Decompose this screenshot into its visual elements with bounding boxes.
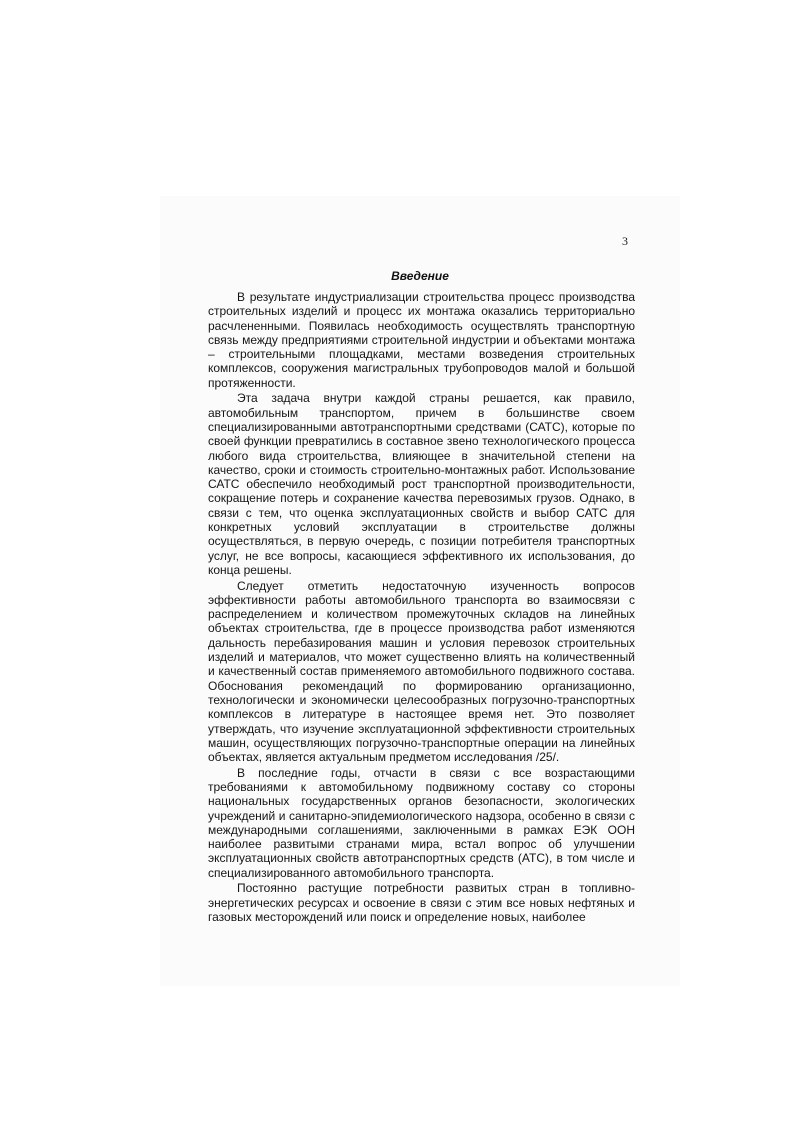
paragraph-4: В последние годы, отчасти в связи с все возрастающими требованиями к автомобильному подвижному составу со стороны национальных государственных органов безопасности, экологических учреждений и санитарно-эпидемиологического надзора, особенно в связи с международными соглашениями, заключенными в рамках ЕЭК ООН наиболее развитыми странами мира, встал вопрос об улучшении эксплуатационных свойств автотранспортных средств (АТС), в том числе и специализированного автомобильного транспорта. <box>208 765 635 880</box>
page-number: 3 <box>622 234 628 248</box>
paragraph-3: Следует отметить недостаточную изученность вопросов эффективности работы автомобильного транспорта во взаимосвязи с распределением и количеством промежуточных складов на линейных объектах строительства, где в процессе производства работ изменяются дальность перебазирования машин и условия перевозок строительных изделий и материалов, что может существенно влиять на количественный и качественный состав применяемого автомобильного подвижного состава. Обоснования рекомендаций по формированию организационно, технологически и экономически целесообразных погрузочно-транспортных комплексов в литературе в настоящее время нет. Это позволяет утверждать, что изучение эксплуатационной эффективности строительных машин, осуществляющих погрузочно-транспортные операции на линейных объектах, является актуальным предметом исследования /25/. <box>208 578 635 765</box>
body-text <box>208 290 635 926</box>
paragraph-5: Постоянно растущие потребности развитых стран в топливно-энергетических ресурсах и освоение в связи с этим все новых нефтяных и газовых месторождений или поиск и определение новых, наиболее <box>208 881 635 924</box>
paragraph-1: В результате индустриализации строительства процесс производства строительных изделий и процесс их монтажа оказались территориально расчлененными. Появилась необходимость осуществлять транспортную связь между предприятиями строительной индустрии и объектами монтажа – строительными площадками, местами возведения строительных комплексов, сооружения магистральных трубопроводов малой и большой протяженности. <box>208 290 635 390</box>
paragraph-2: Эта задача внутри каждой страны решается, как правило, автомобильным транспортом, причем в большинстве своем специализированными автотранспортными средствами (САТС), которые по своей функции превратились в составное звено технологического процесса любого вида строительства, влияющее в значительной степени на качество, сроки и стоимость строительно-монтажных работ. Использование САТС обеспечило необходимый рост транспортной производительности, сокращение потерь и сохранение качества перевозимых грузов. Однако, в связи с тем, что оценка эксплуатационных свойств и выбор САТС для конкретных условий эксплуатации в строительстве должны осуществляться, в первую очередь, с позиции потребителя транспортных услуг, не все вопросы, касающиеся эффективного их использования, до конца решены. <box>208 391 635 577</box>
section-heading: Введение <box>391 269 449 283</box>
